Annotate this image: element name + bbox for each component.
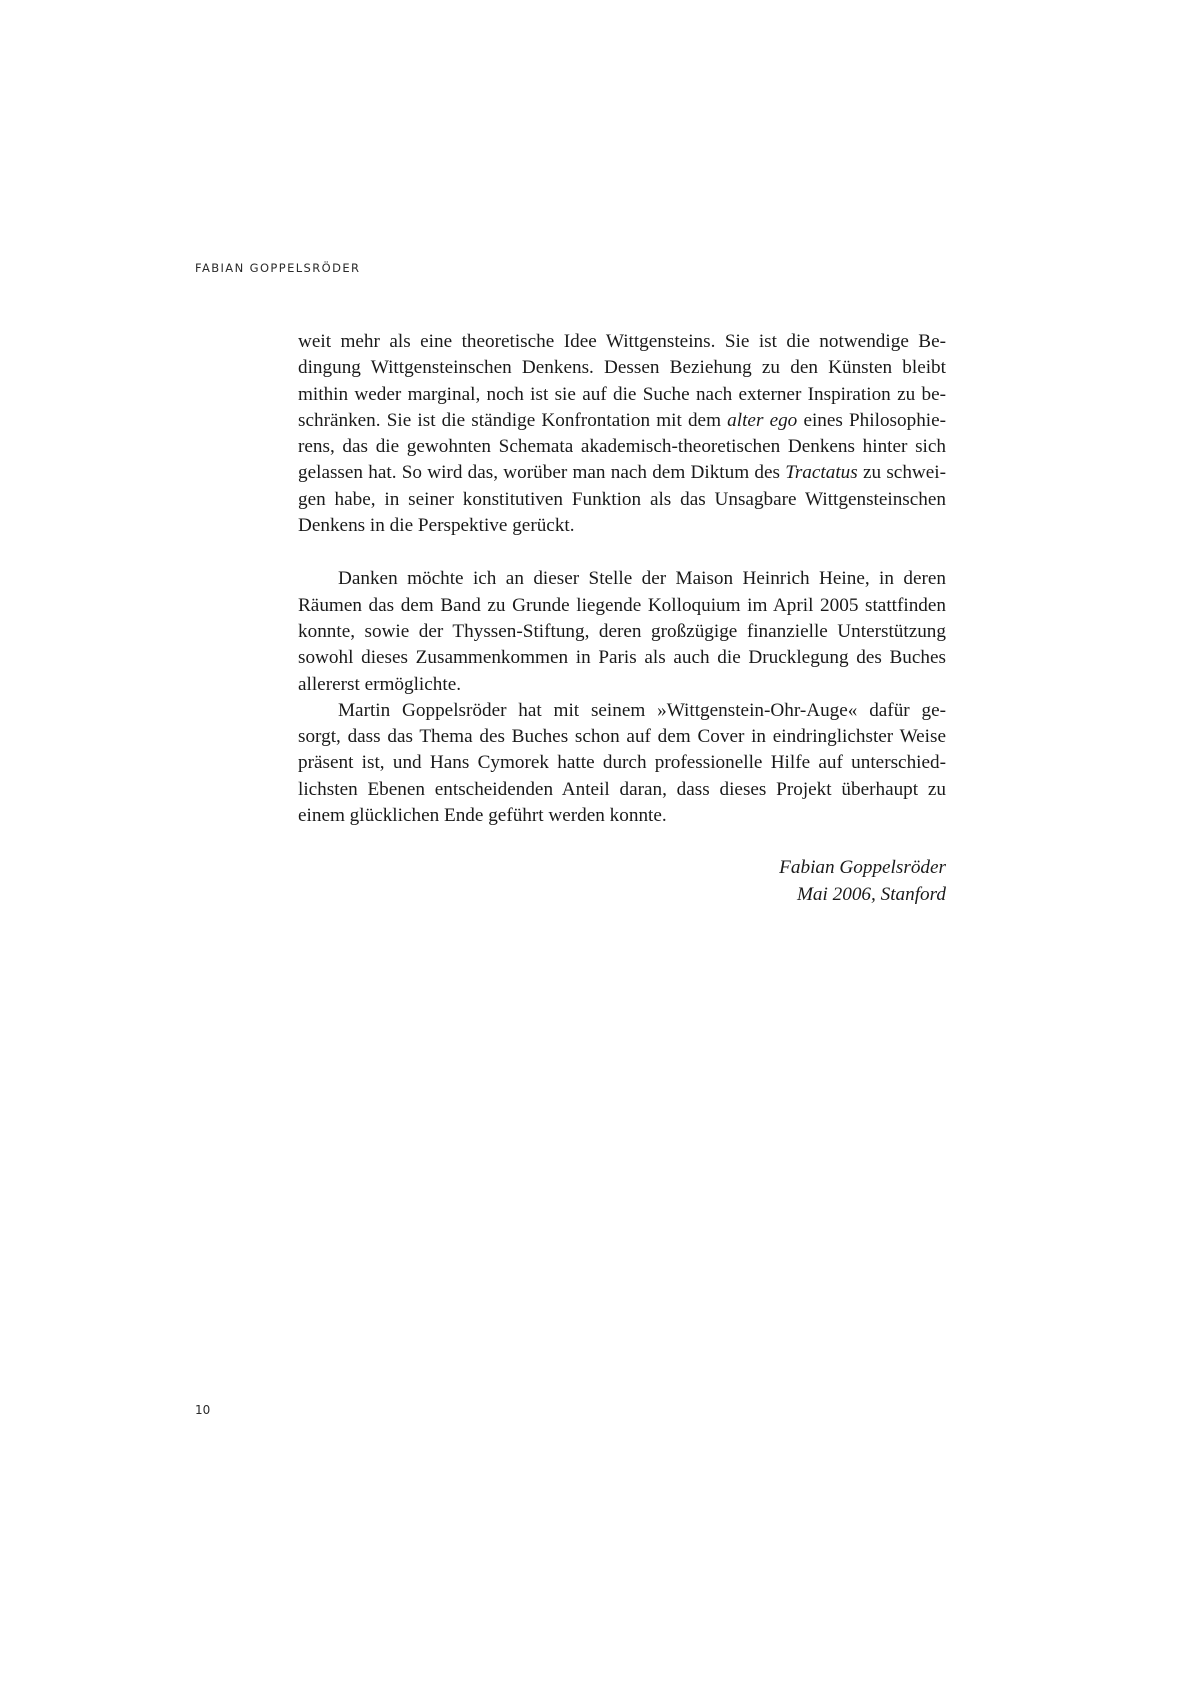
text-line: weit mehr als eine theoretische Idee Wittgensteins. Sie ist die notwendige Be- (298, 331, 946, 352)
text-line: Räumen das dem Band zu Grunde liegende Kolloquium im April 2005 stattfinden (298, 594, 946, 616)
text-line: sowohl dieses Zusammenkommen in Paris als auch die Drucklegung des Buches (298, 647, 946, 669)
text-line: lichsten Ebenen entscheidenden Anteil daran, dass dieses Projekt überhaupt zu (298, 778, 946, 800)
text-line: dingung Wittgensteinschen Denkens. Dessen Beziehung zu den Künsten bleibt (298, 357, 946, 379)
text-run: zu schwei- (862, 462, 947, 484)
italic-term-tractatus: Tractatus (785, 462, 858, 484)
paragraph-3 (298, 698, 946, 829)
italic-term-alter-ego: alter ego (727, 409, 798, 431)
text-line: konnte, sowie der Thyssen-Stiftung, deren großzügige finanzielle Unterstützung (298, 620, 946, 642)
signature (298, 855, 946, 908)
body-text (298, 329, 946, 908)
text-run: eines Philosophie- (803, 409, 947, 431)
text-line: gen habe, in seiner konstitutiven Funktion als das Unsagbare Wittgensteinschen (298, 488, 946, 510)
text-line: Martin Goppelsröder hat mit seinem »Wittgenstein-Ohr-Auge« dafür ge- (338, 699, 946, 721)
text-line: rens, das die gewohnten Schemata akademisch-theoretischen Denkens hinter sich (298, 436, 946, 458)
text-line: präsent ist, und Hans Cymorek hatte durch professionelle Hilfe auf unterschied- (298, 752, 946, 774)
paragraph-1 (298, 329, 946, 539)
text-run: schränken. Sie ist die ständige Konfrontation mit dem (298, 409, 722, 431)
text-line (298, 408, 946, 434)
text-line: allererst ermöglichte. (298, 673, 462, 695)
signature-name: Fabian Goppelsröder (779, 857, 946, 879)
running-head: FABIAN GOPPELSRÖDER (195, 261, 361, 275)
text-line: Danken möchte ich an dieser Stelle der Maison Heinrich Heine, in deren (338, 568, 946, 590)
paragraph-2 (298, 566, 946, 697)
text-line: sorgt, dass das Thema des Buches schon auf dem Cover in eindringlichster Weise (298, 726, 946, 748)
signature-date-place: Mai 2006, Stanford (796, 883, 946, 905)
text-line (298, 460, 946, 486)
text-line: mithin weder marginal, noch ist sie auf die Suche nach externer Inspiration zu be- (298, 383, 946, 405)
page-number: 10 (195, 1403, 211, 1417)
text-line: Denkens in die Perspektive gerückt. (298, 515, 575, 537)
text-run: gelassen hat. So wird das, worüber man nach dem Diktum des (298, 462, 780, 484)
text-line: einem glücklichen Ende geführt werden konnte. (298, 805, 667, 827)
